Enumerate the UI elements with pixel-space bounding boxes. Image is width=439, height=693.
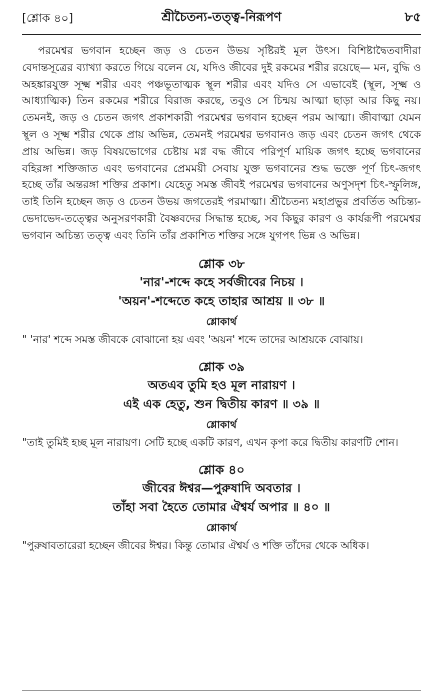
verse-title: শ্লোক ৩৮ <box>198 255 245 271</box>
verse-40 <box>22 461 421 554</box>
verse-line: 'অয়ন'-শব্দেতে কহে তাহার আশ্রয় ॥ ৩৮ ॥ <box>118 293 325 308</box>
verse-line: অতএব তুমি হও মূল নারায়ণ । <box>147 377 296 392</box>
verse-line: 'নার'-শব্দে কহে সর্বজীবের নিচয় । <box>139 274 304 289</box>
running-header <box>22 0 421 35</box>
purport-paragraph: পরমেশ্বর ভগবান হচ্ছেন জড় ও চেতন উভয় সৃষ্টিরই মূল উৎস। বিশিষ্টাদ্বৈতবাদীরা বেদান্তসূত্রের ব্যাখ্যা করতে গিয়ে বলেন যে, যদিও জীবের দুই রকমের শরীর রয়েছে— মন, বুদ্ধি ও অহঙ্কারযুক্ত সূক্ষ্ম শরীর এবং পঞ্চভূতাত্মক স্থূল শরীর এবং যদিও সে এভাবেই (স্থূল, সূক্ষ্ম ও আধ্যাত্মিক) তিন রকমের শরীরে বিরাজ করছে, তবুও সে চিন্ময় আত্মা ছাড়া আর কিছু নয়। তেমনই, জড় ও চেতন জগৎ প্রকাশকারী পরমেশ্বর ভগবান হচ্ছেন পরম আত্মা। জীবাত্মা যেমন স্থূল ও সূক্ষ্ম শরীর থেকে প্রায় অভিন্ন, তেমনই পরমেশ্বর ভগবানও জড় এবং চেতন জগৎ থেকে প্রায় অভিন্ন। জড় বিষয়ভোগের চেষ্টায় মগ্ন বদ্ধ জীবে পরিপূর্ণ মায়িক জগৎ হচ্ছে ভগবানের বহিরঙ্গা শক্তিজাত এবং ভগবানের প্রেমময়ী সেবায় যুক্ত ভগবানের শুদ্ধ ভক্তে পূর্ণ চিৎ-জগৎ হচ্ছে তাঁর অন্তরঙ্গা শক্তির প্রকাশ। যেহেতু সমস্ত জীবই পরমেশ্বর ভগবানের অণুসদৃশ চিৎ-স্ফুলিঙ্গ, তাই তিনি হচ্ছেন জড় ও চেতন উভয় জগতেরই পরমাত্মা। শ্রীচৈতন্য মহাপ্রভুর প্রবর্তিত অচিন্ত্য-ভেদাভেদ-তত্ত্বের অনুসরণকারী বৈষ্ণবদের সিদ্ধান্ত হচ্ছে, সব কিছুর কারণ ও কার্যরূপী পরমেশ্বর ভগবান অচিন্ত্য তত্ত্ব এবং তিনি তাঁর প্রকাশিত শক্তির সঙ্গে যুগপৎ ভিন্ন ও অভিন্ন। <box>22 45 421 242</box>
translation-text: "তাই তুমিই হচ্ছ মূল নারায়ণ। সেটি হচ্ছে একটি কারণ, এখন কৃপা করে দ্বিতীয় কারণটি শোন। <box>22 436 399 449</box>
translation-label: শ্লোকার্থ <box>206 419 237 431</box>
page-bottom-edge <box>22 690 421 691</box>
page-number: ৮৫ <box>404 9 421 24</box>
translation-text: "পুরুষাবতারেরা হচ্ছেন জীবের ঈশ্বর। কিন্তু তোমার ঐশ্বর্য ও শক্তি তাঁদের থেকে অধিক। <box>22 539 370 552</box>
translation-label: শ্লোকার্থ <box>206 316 237 328</box>
verse-reference: [শ্লোক ৪০] <box>22 11 74 25</box>
chapter-title: শ্রীচৈতন্য-তত্ত্ব-নিরূপণ <box>161 9 282 24</box>
verse-line: তাঁহা সবা হৈতে তোমার ঐশ্বর্য অপার ॥ ৪০ ॥ <box>112 499 331 514</box>
verse-39 <box>22 358 421 451</box>
verse-title: শ্লোক ৪০ <box>198 461 245 477</box>
verse-38 <box>22 255 421 348</box>
translation-text: " 'নার' শব্দে সমস্ত জীবকে বোঝানো হয় এবং 'অয়ন' শব্দে তাদের আশ্রয়কে বোঝায়। <box>22 333 364 346</box>
verse-line: জীবের ঈশ্বর—পুরুষাদি অবতার । <box>142 480 301 495</box>
verse-title: শ্লোক ৩৯ <box>198 358 245 374</box>
verse-line: এই এক হেতু, শুন দ্বিতীয় কারণ ॥ ৩৯ ॥ <box>123 396 320 411</box>
translation-label: শ্লোকার্থ <box>206 522 237 534</box>
